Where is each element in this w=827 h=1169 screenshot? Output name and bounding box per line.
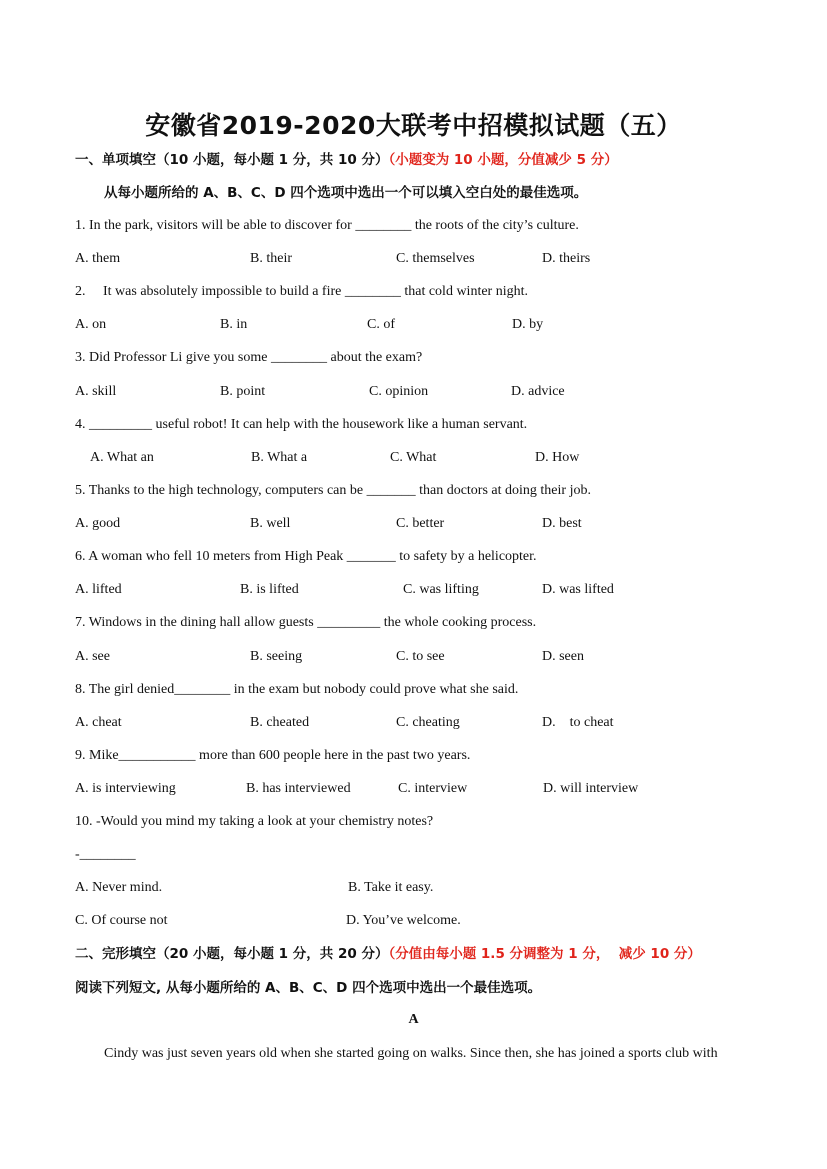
question-3-option-c: C. opinion [369, 384, 429, 399]
question-4-stem: 4. _________ useful robot! It can help with the housework like a human servant. [75, 417, 528, 432]
question-8-option-c: C. cheating [396, 715, 460, 730]
question-2-stem: 2. It was absolutely impossible to build a fire ________ that cold winter night. [75, 284, 528, 299]
question-7-option-d: D. seen [542, 649, 584, 664]
question-10-option-d: D. You’ve welcome. [346, 913, 461, 928]
question-9-option-b: B. has interviewed [246, 781, 351, 796]
question-5-option-c: C. better [396, 516, 445, 531]
question-9-option-c: C. interview [398, 781, 468, 796]
question-6-option-d: D. was lifted [542, 582, 614, 597]
question-4-option-a: A. What an [90, 450, 154, 465]
question-10-answer-line: -________ [75, 847, 136, 862]
section2-heading [75, 944, 701, 964]
question-5-option-b: B. well [250, 516, 291, 531]
section1-instruction: 从每小题所给的 A、B、C、D 四个选项中选出一个可以填入空白处的最佳选项。 [104, 185, 588, 201]
question-6-option-a: A. lifted [75, 582, 122, 597]
passage-label: A [408, 1012, 419, 1027]
question-4-option-d: D. How [535, 450, 580, 465]
question-9-stem: 9. Mike___________ more than 600 people here in the past two years. [75, 748, 471, 763]
question-5-option-d: D. best [542, 516, 582, 531]
question-3-stem: 3. Did Professor Li give you some ________ about the exam? [75, 350, 423, 365]
question-1-option-c: C. themselves [396, 251, 475, 266]
question-2-option-b: B. in [220, 317, 248, 332]
question-7-option-b: B. seeing [250, 649, 303, 664]
question-9-option-a: A. is interviewing [75, 781, 176, 796]
question-7-stem: 7. Windows in the dining hall allow guests _________ the whole cooking process. [75, 615, 537, 630]
question-2-option-a: A. on [75, 317, 107, 332]
question-9-option-d: D. will interview [543, 781, 639, 796]
question-1-option-d: D. theirs [542, 251, 591, 266]
question-3-option-a: A. skill [75, 384, 117, 399]
question-10-option-b: B. Take it easy. [348, 880, 434, 895]
question-10-option-a: A. Never mind. [75, 880, 163, 895]
question-8-option-a: A. cheat [75, 715, 122, 730]
passage-start: Cindy was just seven years old when she started going on walks. Since then, she has joined a sports club with [104, 1046, 718, 1061]
question-1-option-b: B. their [250, 251, 292, 266]
question-6-stem: 6. A woman who fell 10 meters from High Peak _______ to safety by a helicopter. [75, 549, 537, 564]
question-4-option-c: C. What [390, 450, 437, 465]
section1-heading [75, 150, 618, 170]
question-6-option-b: B. is lifted [240, 582, 299, 597]
question-7-option-a: A. see [75, 649, 110, 664]
question-10-stem: 10. -Would you mind my taking a look at your chemistry notes? [75, 814, 434, 829]
section1-heading-text: 一、单项填空（10 小题，每小题 1 分，共 10 分） [75, 152, 389, 168]
question-1-option-a: A. them [75, 251, 121, 266]
question-5-option-a: A. good [75, 516, 121, 531]
question-7-option-c: C. to see [396, 649, 445, 664]
question-3-option-b: B. point [220, 384, 266, 399]
question-8-stem: 8. The girl denied________ in the exam but nobody could prove what she said. [75, 682, 519, 697]
section2-heading-text: 二、完形填空（20 小题，每小题 1 分，共 20 分） [75, 946, 389, 962]
question-8-option-b: B. cheated [250, 715, 310, 730]
question-4-option-b: B. What a [251, 450, 308, 465]
question-2-option-d: D. by [512, 317, 544, 332]
section2-instruction: 阅读下列短文, 从每小题所给的 A、B、C、D 四个选项中选出一个最佳选项。 [75, 980, 542, 996]
question-10-option-c: C. Of course not [75, 913, 168, 928]
question-3-option-d: D. advice [511, 384, 565, 399]
section2-note: （分值由每小题 1.5 分调整为 1 分， 减少 10 分） [388, 946, 701, 962]
question-8-option-d: D. to cheat [542, 715, 614, 730]
question-5-stem: 5. Thanks to the high technology, computers can be _______ than doctors at doing their job. [75, 483, 591, 498]
question-1-stem: 1. In the park, visitors will be able to discover for ________ the roots of the city’s culture. [75, 218, 579, 233]
section1-note: （小题变为 10 小题，分值减少 5 分） [388, 152, 618, 168]
document-title: 安徽省2019-2020大联考中招模拟试题（五） [145, 111, 682, 140]
question-6-option-c: C. was lifting [403, 582, 479, 597]
question-2-option-c: C. of [367, 317, 395, 332]
